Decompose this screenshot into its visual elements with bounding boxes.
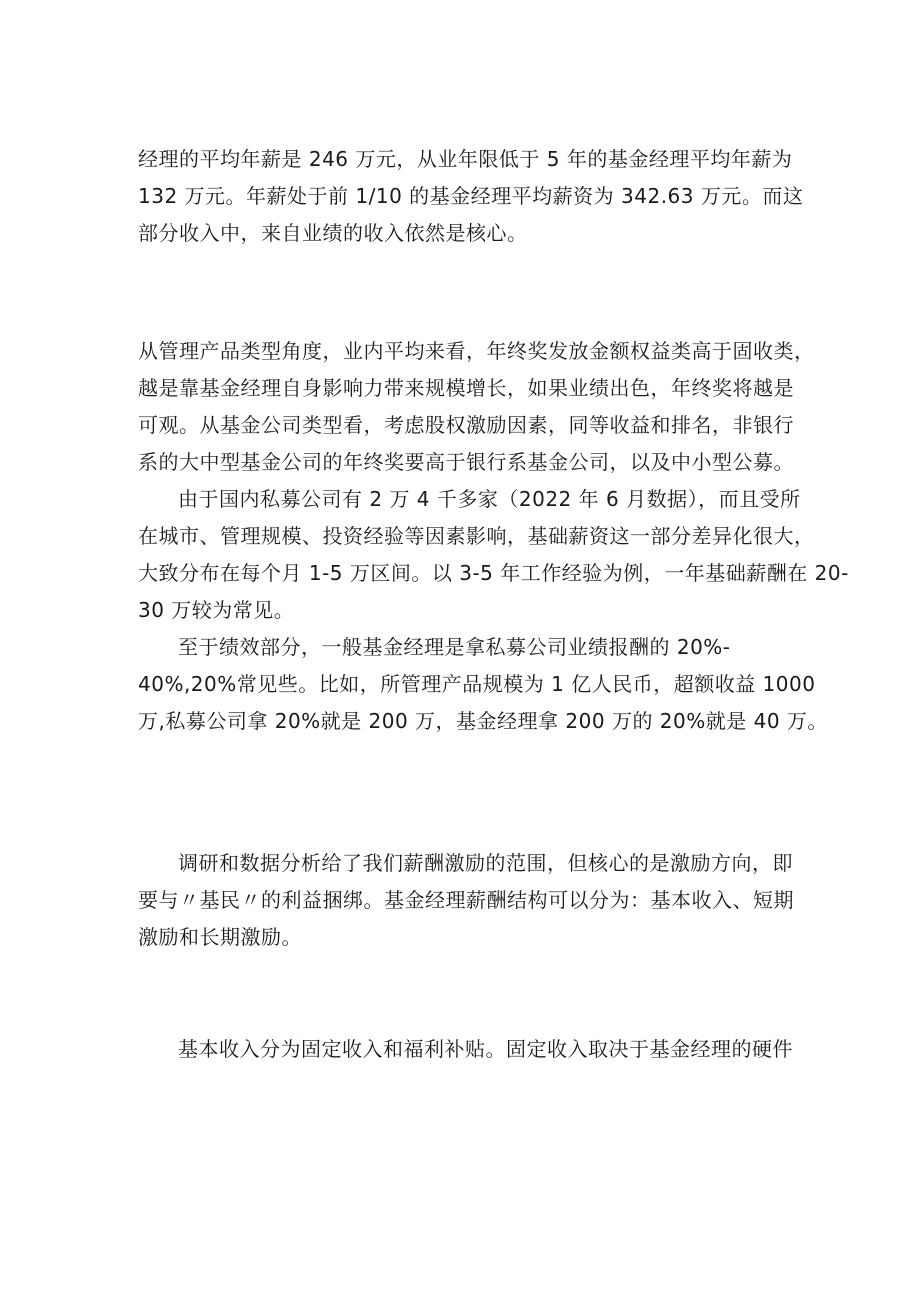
text-line: 40%,20%常见些。比如，所管理产品规模为 1 亿人民币，超额收益 1000 [138,672,816,696]
text-line: 由于国内私募公司有 2 万 4 千多家（2022 年 6 月数据），而且受所 [178,487,801,511]
text-line: 部分收入中，来自业绩的收入依然是核心。 [138,221,528,245]
paragraph-basic-income [138,1031,793,1068]
text-line: 调研和数据分析给了我们薪酬激励的范围，但核心的是激励方向，即 [178,851,793,875]
text-line: 在城市、管理规模、投资经验等因素影响，基础薪资这一部分差异化很大， [138,524,815,548]
paragraph-base-salary [138,555,849,740]
text-line: 可观。从基金公司类型看，考虑股权激励因素，同等收益和排名，非银行 [138,413,794,437]
text-line: 系的大中型基金公司的年终奖要高于银行系基金公司，以及中小型公募。 [138,450,794,474]
paragraph-incentive-direction [138,845,794,956]
text-line: 经理的平均年薪是 246 万元，从业年限低于 5 年的基金经理平均年薪为 [138,147,793,171]
text-line: 至于绩效部分，一般基金经理是拿私募公司业绩报酬的 20%- [178,635,731,659]
paragraph-salary-overview [138,141,804,252]
paragraph-product-type [138,333,815,555]
text-line: 越是靠基金经理自身影响力带来规模增长，如果业绩出色，年终奖将越是 [138,376,794,400]
text-line: 要与〃基民〃的利益捆绑。基金经理薪酬结构可以分为：基本收入、短期 [138,888,794,912]
text-line: 大致分布在每个月 1-5 万区间。以 3-5 年工作经验为例，一年基础薪酬在 20- [138,561,849,585]
text-line: 30 万较为常见。 [138,598,295,622]
text-line: 激励和长期激励。 [138,925,302,949]
text-line: 基本收入分为固定收入和福利补贴。固定收入取决于基金经理的硬件 [178,1037,793,1061]
text-line: 从管理产品类型角度，业内平均来看，年终奖发放金额权益类高于固收类， [138,339,815,363]
text-line: 万,私募公司拿 20%就是 200 万，基金经理拿 200 万的 20%就是 40 万。 [138,709,828,733]
text-line: 132 万元。年薪处于前 1/10 的基金经理平均薪资为 342.63 万元。而这 [138,184,804,208]
